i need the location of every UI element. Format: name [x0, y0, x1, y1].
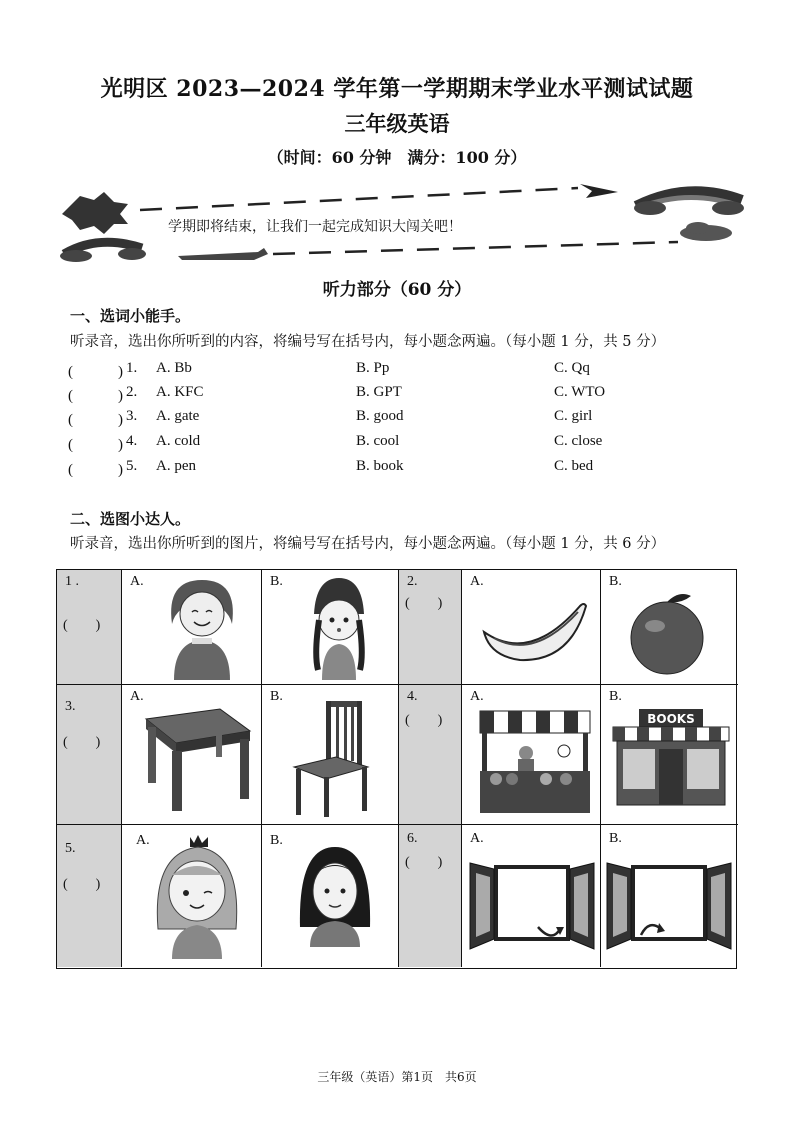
item-number-cell — [57, 825, 122, 967]
shop-sign-text: BOOKS — [647, 712, 695, 726]
question-number: 4. — [126, 433, 138, 449]
option-cell[interactable] — [262, 570, 399, 685]
option-b: B. cool — [356, 433, 400, 449]
question-number: 2. — [126, 384, 138, 400]
option-label: B. — [609, 574, 622, 589]
answer-paren[interactable]: ( ) — [405, 713, 443, 728]
orange-icon — [625, 588, 709, 678]
item-number: 5. — [65, 841, 76, 856]
answer-paren[interactable]: ( ) — [63, 735, 101, 750]
chair-icon — [286, 697, 378, 819]
question-number: 5. — [126, 458, 138, 474]
option-label: B. — [609, 689, 622, 704]
item-number-cell — [399, 570, 462, 685]
option-label: B. — [609, 831, 622, 846]
option-cell[interactable] — [122, 825, 262, 967]
answer-paren[interactable]: ( ) — [68, 364, 123, 380]
item-number-cell — [57, 570, 122, 685]
option-label: B. — [270, 833, 283, 848]
answer-paren[interactable]: ( ) — [63, 877, 101, 892]
option-a: A. KFC — [156, 384, 204, 400]
question-number: 1. — [126, 360, 138, 376]
answer-paren[interactable]: ( ) — [68, 462, 123, 478]
rainbow-cloud-icon — [60, 242, 146, 262]
section1-heading: 一、选词小能手。 — [70, 307, 191, 325]
exam-subject: 三年级英语 — [344, 111, 450, 136]
option-a: A. pen — [156, 458, 196, 474]
answer-paren[interactable]: ( ) — [68, 437, 123, 453]
item-number: 4. — [407, 689, 418, 704]
option-c: C. girl — [554, 408, 593, 424]
listening-title: 听力部分（60 分） — [322, 280, 472, 300]
section2-instruction: 听录音，选出你所听到的图片，将编号写在括号内，每小题念两遍。（每小题 1 分，共 6 分） — [70, 536, 666, 552]
option-a: A. cold — [156, 433, 201, 449]
question-number: 3. — [126, 408, 138, 424]
answer-paren[interactable]: ( ) — [68, 412, 123, 428]
banner-text: 学期即将结束，让我们一起完成知识大闯关吧！ — [168, 219, 462, 235]
option-a: A. gate — [156, 408, 200, 424]
princess-icon — [150, 833, 244, 959]
page-footer: 三年级（英语）第1页 共6页 — [317, 1070, 477, 1084]
option-cell[interactable] — [122, 570, 262, 685]
option-b: B. GPT — [356, 384, 402, 400]
option-b: B. good — [356, 408, 404, 424]
item-number: 6. — [407, 831, 418, 846]
option-label: B. — [270, 574, 283, 589]
option-c: C. bed — [554, 458, 594, 474]
window-opening-icon — [468, 857, 596, 957]
option-label: A. — [470, 689, 484, 704]
airplane-icon — [178, 248, 268, 260]
option-a: A. Bb — [156, 360, 192, 376]
option-cell[interactable] — [262, 825, 399, 967]
item-number: 3. — [65, 699, 76, 714]
market-stall-icon — [476, 707, 594, 819]
exam-meta: （时间：60 分钟 满分：100 分） — [267, 148, 527, 167]
item-number: 1 . — [65, 574, 79, 589]
picture-grid — [56, 569, 737, 969]
option-c: C. close — [554, 433, 603, 449]
option-label: A. — [470, 831, 484, 846]
answer-paren[interactable]: ( ) — [405, 855, 443, 870]
option-label: B. — [270, 689, 283, 704]
star-sun-icon — [62, 192, 128, 234]
item-number-cell — [57, 685, 122, 825]
option-label: A. — [136, 833, 150, 848]
item-number-cell — [399, 685, 462, 825]
exam-title: 光明区 2023—2024 学年第一学期期末学业水平测试试题 — [100, 76, 694, 102]
option-label: A. — [130, 689, 144, 704]
woman-portrait-icon — [296, 843, 374, 947]
item-number: 2. — [407, 574, 418, 589]
banana-icon — [480, 598, 590, 668]
bookstore-icon — [609, 705, 733, 809]
option-c: C. WTO — [554, 384, 606, 400]
table-icon — [136, 705, 254, 815]
smiling-woman-icon — [162, 576, 242, 680]
option-label: A. — [130, 574, 144, 589]
option-b: B. Pp — [356, 360, 390, 376]
option-cell[interactable] — [601, 685, 738, 825]
item-number-cell — [399, 825, 462, 967]
option-b: B. book — [356, 458, 404, 474]
option-cell[interactable] — [122, 685, 262, 825]
option-label: A. — [470, 574, 484, 589]
answer-paren[interactable]: ( ) — [405, 596, 443, 611]
window-closing-icon — [605, 857, 733, 957]
paper-plane-icon — [580, 184, 618, 198]
option-cell[interactable] — [462, 685, 601, 825]
section1-instruction: 听录音，选出你所听到的内容，将编号写在括号内，每小题念两遍。（每小题 1 分，共 5 分） — [70, 334, 666, 350]
option-cell[interactable] — [262, 685, 399, 825]
option-cell[interactable] — [462, 570, 601, 685]
cloud-icon — [680, 222, 732, 241]
section2-heading: 二、选图小达人。 — [70, 510, 191, 528]
girl-in-hat-icon — [304, 574, 374, 680]
option-cell[interactable] — [601, 825, 738, 967]
option-c: C. Qq — [554, 360, 590, 376]
option-cell[interactable] — [601, 570, 738, 685]
rainbow-cloud-icon — [634, 191, 744, 215]
answer-paren[interactable]: ( ) — [63, 618, 101, 633]
option-cell[interactable] — [462, 825, 601, 967]
answer-paren[interactable]: ( ) — [68, 388, 123, 404]
